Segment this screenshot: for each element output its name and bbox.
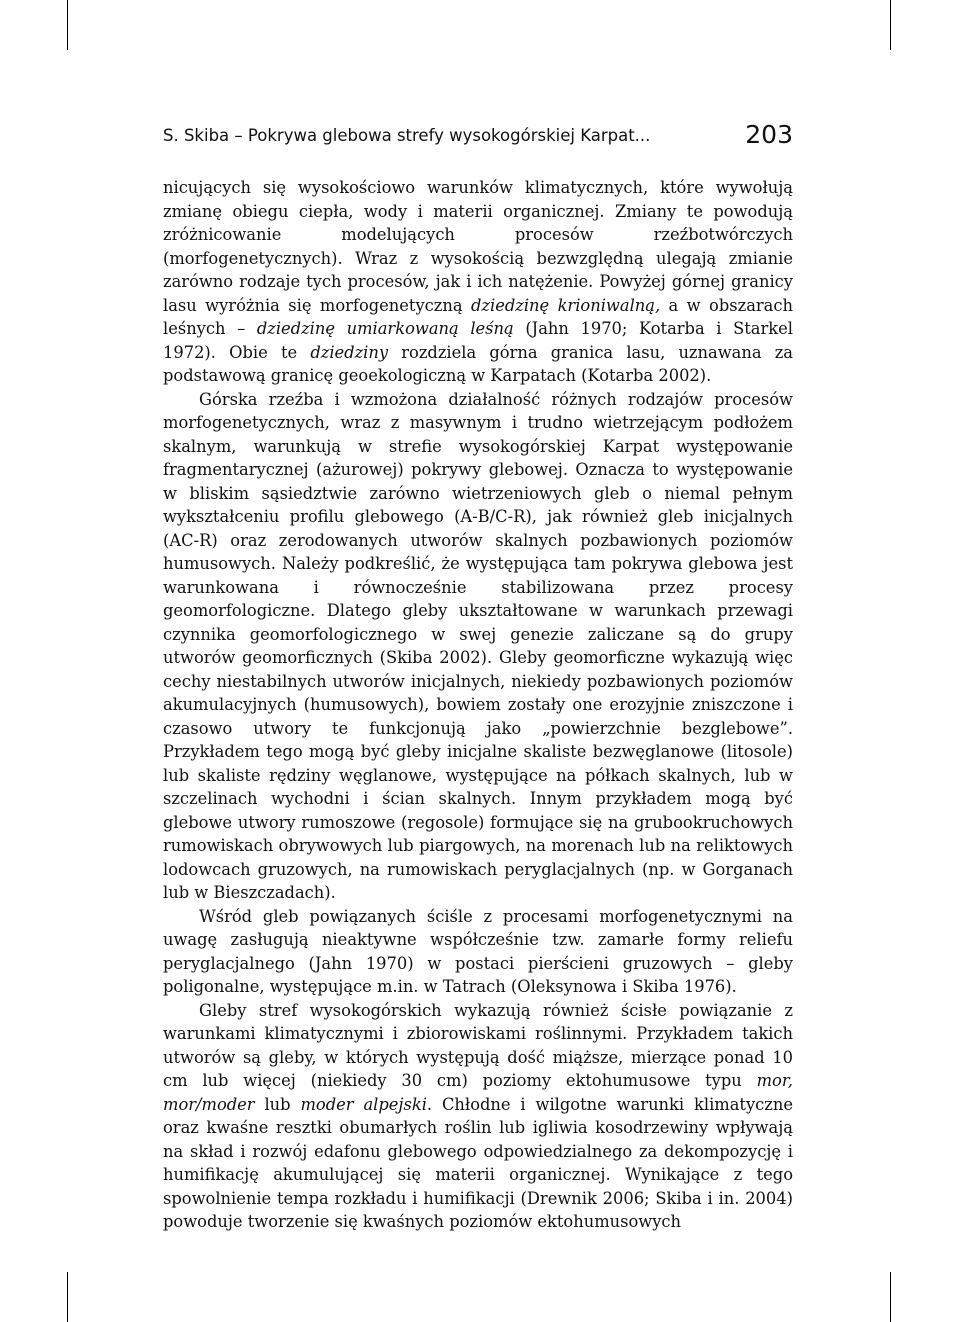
- paragraph-3: Wśród gleb powiązanych ściśle z procesami morfogenetycznymi na uwagę zasługują nieaktywne współcześnie tzw. zamarłe formy reliefu peryglacjalnego (Jahn 1970) w postaci pierścieni gruzowych – gleby poligonalne, występujące m.in. w Tatrach (Oleksynowa i Skiba 1976).: [163, 906, 793, 996]
- paragraph-1: nicujących się wysokościowo warunków klimatycznych, które wywołują zmianę obiegu ciepła, wody i materii organicznej. Zmiany te powodują zróżnicowanie modelujących procesów rzeźbotwórczych (morfogenetycznych). Wraz z wysokością bezwzględną ulegają zmianie zarówno rodzaje tych procesów, jak i ich natężenie. Powyżej górnej granicy lasu wyróżnia się morfogenetyczną dziedzinę krioniwalną, a w obszarach leśnych – dziedzinę umiarkowaną leśną (Jahn 1970; Kotarba i Starkel 1972). Obie te dziedziny rozdziela górna granica lasu, uznawana za podstawową granicę geoekologiczną w Karpatach (Kotarba 2002).: [163, 178, 793, 385]
- crop-mark-bottom-left: [67, 1272, 68, 1322]
- body-text: [163, 176, 793, 1234]
- crop-mark-bottom-right: [890, 1272, 891, 1322]
- page-number: 203: [745, 120, 793, 149]
- crop-mark-top-right: [890, 0, 891, 50]
- paragraph-4: Gleby stref wysokogórskich wykazują również ścisłe powiązanie z warunkami klimatycznymi i zbiorowiskami roślinnymi. Przykładem takich utworów są gleby, w których występują dość miąższe, mierzące ponad 10 cm lub więcej (niekiedy 30 cm) poziomy ektohumusowe typu mor, mor/moder lub moder alpejski. Chłodne i wilgotne warunki klimatyczne oraz kwaśne resztki obumarłych roślin lub igliwia kosodrzewiny wpływają na skład i rozwój edafonu glebowego odpowiedzialnego za dekompozycję i humifikację akumulującej się materii organicznej. Wynikające z tego spowolnienie tempa rozkładu i humifikacji (Drewnik 2006; Skiba i in. 2004) powoduje tworzenie się kwaśnych poziomów ektohumusowych: [163, 1000, 793, 1231]
- page-header: [163, 120, 793, 154]
- paragraph-2: Górska rzeźba i wzmożona działalność różnych rodzajów procesów morfogenetycznych, wraz z masywnym i trudno wietrzejącym podłożem skalnym, warunkują w strefie wysokogórskiej Karpat występowanie fragmentarycznej (ażurowej) pokrywy glebowej. Oznacza to występowanie w bliskim sąsiedztwie zarówno wietrzeniowych gleb o niemal pełnym wykształceniu profilu glebowego (A-B/C-R), jak również gleb inicjalnych (AC-R) oraz zerodowanych utworów skalnych pozbawionych poziomów humusowych. Należy podkreślić, że występująca tam pokrywa glebowa jest warunkowana i równocześnie stabilizowana przez procesy geomorfologiczne. Dlatego gleby ukształtowane w warunkach przewagi czynnika geomorfologicznego w swej genezie zaliczane są do grupy utworów geomorficznych (Skiba 2002). Gleby geomorficzne wykazują więc cechy niestabilnych utworów inicjalnych, niekiedy pozbawionych poziomów akumulacyjnych (humusowych), bowiem zostały one erozyjnie zniszczone i czasowo utwory te funkcjonują jako „powierzchnie bezglebowe”. Przykładem tego mogą być gleby inicjalne skaliste bezwęglanowe (litosole) lub skaliste rędziny węglanowe, występujące na półkach skalnych, lub w szczelinach wychodni i ścian skalnych. Innym przykładem mogą być glebowe utwory rumoszowe (regosole) formujące się na grubookruchowych rumowiskach obrywowych lub piargowych, na morenach lub na reliktowych lodowcach gruzowych, na rumowiskach peryglacjalnych (np. w Gorganach lub w Bieszczadach).: [163, 389, 793, 902]
- running-head: S. Skiba – Pokrywa glebowa strefy wysokogórskiej Karpat...: [163, 126, 651, 145]
- crop-mark-top-left: [67, 0, 68, 50]
